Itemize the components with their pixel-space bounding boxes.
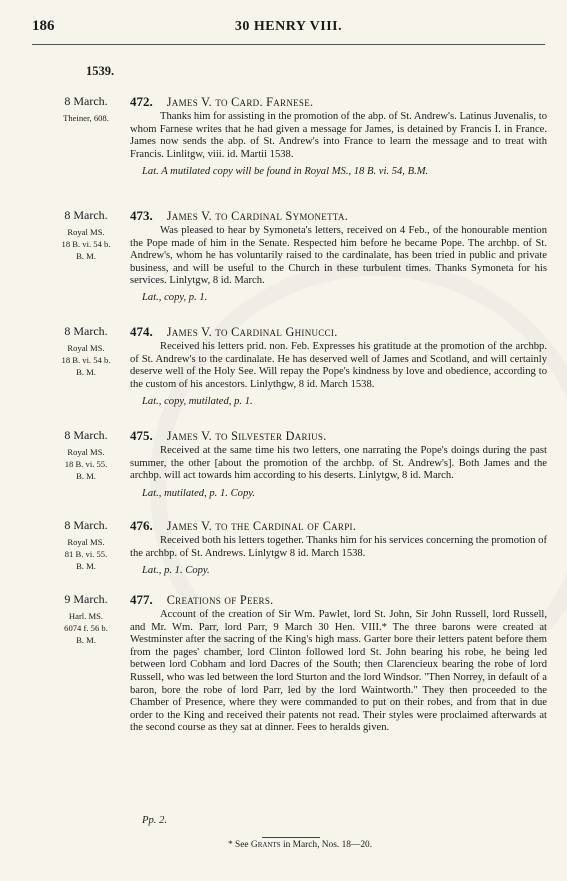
- entry-note: Lat., p. 1. Copy.: [142, 565, 210, 576]
- entry-source-line: 18 B. vi. 54 b.: [61, 239, 111, 249]
- entry-title: James V. to Card. Farnese.: [166, 95, 314, 109]
- entry-source-line: Royal MS.: [67, 343, 105, 353]
- header-rule: [32, 44, 545, 45]
- page-header: [32, 18, 545, 42]
- entry-number: 477.: [130, 592, 153, 607]
- entry-heading: [130, 324, 338, 340]
- entry-source-line: B. M.: [76, 251, 96, 261]
- footnote: [228, 840, 372, 850]
- entry-source-line: Royal MS.: [67, 227, 105, 237]
- entry-body: Received his letters prid. non. Feb. Expresses his gratitude at the promotion of the archbp. of St. Andrew's to the cardinalate. He has deserved well of James and Scotland, and will certainly deserve well of the Holy See. Will repay the Pope's kindness by love and obedience, according to the custom of his ancestors. Linlythgw, 8 id. March 1538.: [130, 341, 547, 390]
- page-number: 186: [32, 18, 55, 34]
- entry-date: 8 March.: [64, 208, 108, 222]
- entry-source-line: B. M.: [76, 561, 96, 571]
- entry-title: James V. to the Cardinal of Carpi.: [166, 519, 357, 533]
- entry-body: Account of the creation of Sir Wm. Pawlet, lord St. John, Sir John Russell, lord Russell, and Mr. Wm. Parr, lord Parr, 9 March 30 Hen. VIII.* The three barons were created at Westminster after the sacring of the King's high mass. Garter bore their letters patent before them from the pages' chamber, lord Clinton followed lord St. John bearing his robe, he being led between lord Cobham and lord Dacres of the South; then Clarencieux bearing the robe of lord Russell, who was led between the lord Sturton and the lord Windsor. "Then Norrey, in default of a baron, bore the robe of lord Parr, led by the lord Waintworth." They then proceeded to the Chamber of Presence, where they were commanded to put on their robes, and from that in due order to the King and received their patents not read. Their styles were proclaimed afterwards at the second course as they sat at dinner. Fees to heralds given.: [130, 609, 547, 734]
- entry-title: James V. to Cardinal Ghinucci.: [166, 325, 338, 339]
- entry-body: Thanks him for assisting in the promotion of the abp. of St. Andrew's. Latinus Juvenalis, to whom Farnese writes that he had given a message for James, is detained by Francis I. in France. James now sends the abp. of St. Andrew's into France to learn the message and to treat with Francis. Linlitgw, viii. id. Martii 1538.: [130, 111, 547, 160]
- entry-heading: [130, 518, 356, 534]
- entry-source-line: 18 B. vi. 54 b.: [61, 355, 111, 365]
- entry-title: Creations of Peers.: [166, 593, 274, 607]
- entry-source-line: B. M.: [76, 471, 96, 481]
- entry-source-line: 81 B. vi. 55.: [64, 549, 108, 559]
- entry-number: 472.: [130, 94, 153, 109]
- entry-source-line: Theiner, 608.: [63, 113, 109, 123]
- entry-note: Lat., copy, p. 1.: [142, 292, 208, 303]
- entry-title: James V. to Cardinal Symonetta.: [166, 209, 349, 223]
- entry-source-line: 18 B. vi. 55.: [64, 459, 108, 469]
- entry-body: Received at the same time his two letters, one narrating the Pope's doings during the past summer, the other [about the promotion of the archbp. of St. Andrew's]. Both James and the archbp. will act towards him according to his deserts. Linlytgw, 8 id. March.: [130, 445, 547, 482]
- footnote-prefix: * See: [228, 840, 249, 850]
- entry-source-line: B. M.: [76, 635, 96, 645]
- entry-note: Lat., mutilated, p. 1. Copy.: [142, 488, 256, 499]
- entry-number: 474.: [130, 324, 153, 339]
- entry-heading: [130, 428, 327, 444]
- footnote-grants: Grants: [250, 840, 281, 850]
- entry-body: Received both his letters together. Thanks him for his services concerning the promotion of the archbp. of St. Andrews. Linlytgw 8 id. March 1538.: [130, 535, 547, 559]
- entry-date: 8 March.: [64, 518, 108, 532]
- entry-number: 473.: [130, 208, 153, 223]
- entry-source-line: B. M.: [76, 367, 96, 377]
- entry-body: Was pleased to hear by Symoneta's letters, received on 4 Feb., of the honourable mention the Pope made of him in the Senate. Respected him before he became Pope. The archbp. of St. Andrew's, whom he has voluntarily raised to the cardinalate, has been tried in public and private business, and will be useful to the Church in these turbulent times. Thanks Symoneta for his services. Linlytgw, 8 id. March.: [130, 225, 547, 287]
- entry-source-line: Harl. MS.: [68, 611, 104, 621]
- footnote-rule: [262, 837, 320, 838]
- entry-date: 8 March.: [64, 324, 108, 338]
- entry-source-line: Royal MS.: [67, 537, 105, 547]
- entry-note: Pp. 2.: [142, 815, 168, 826]
- entry-heading: [130, 94, 313, 110]
- entry-title: James V. to Silvester Darius.: [166, 429, 327, 443]
- entry-date: 9 March.: [64, 592, 108, 606]
- entry-number: 476.: [130, 518, 153, 533]
- entry-date: 8 March.: [64, 428, 108, 442]
- footnote-rest: in March, Nos. 18—20.: [282, 840, 373, 850]
- entry-date: 8 March.: [64, 94, 108, 108]
- running-head: 30 HENRY VIII.: [234, 19, 343, 34]
- entry-source-line: Royal MS.: [67, 447, 105, 457]
- entry-heading: [130, 592, 274, 608]
- year-heading: 1539.: [86, 64, 115, 78]
- entry-source-line: 6074 f. 56 b.: [64, 623, 108, 633]
- entry-note: Lat., copy, mutilated, p. 1.: [142, 396, 253, 407]
- entry-note: Lat. A mutilated copy will be found in Royal MS., 18 B. vi. 54, B.M.: [142, 166, 429, 177]
- entry-number: 475.: [130, 428, 153, 443]
- entry-heading: [130, 208, 348, 224]
